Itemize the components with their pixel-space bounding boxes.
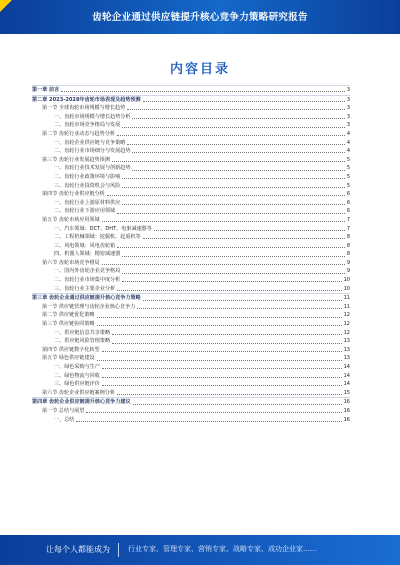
- toc-leader-dots: [143, 300, 342, 301]
- toc-entry[interactable]: [32, 267, 350, 276]
- toc-entry[interactable]: [32, 329, 350, 338]
- toc-page-number: 4: [346, 148, 350, 155]
- toc-leader-dots: [97, 325, 342, 326]
- toc-entry[interactable]: [32, 320, 350, 329]
- toc-page-number: 12: [343, 329, 350, 336]
- toc-leader-dots: [102, 368, 342, 369]
- toc-entry-title: 第五节 齿轮市场应用领域: [42, 216, 100, 223]
- toc-page-number: 13: [343, 355, 350, 362]
- toc-page-number: 4: [346, 130, 350, 137]
- toc-leader-dots: [107, 195, 345, 196]
- toc-entry-title: 第一节 全球齿轮市场规模与增长趋势: [42, 105, 126, 112]
- toc-page-number: 11: [343, 303, 350, 310]
- toc-leader-dots: [102, 385, 342, 386]
- toc-page-number: 10: [343, 285, 350, 292]
- toc-leader-dots: [127, 144, 344, 145]
- toc-leader-dots: [102, 351, 342, 352]
- toc-leader-dots: [127, 109, 345, 110]
- toc-entry[interactable]: [32, 95, 350, 105]
- toc-entry[interactable]: [32, 303, 350, 312]
- toc-entry[interactable]: [32, 225, 350, 234]
- toc-page-number: 5: [346, 173, 350, 180]
- toc-entry-title: 第一章 前言: [32, 87, 60, 93]
- footer-roles: 行业专家、管理专家、营销专家、战略专家、成功企业家……: [128, 545, 317, 553]
- toc-entry-title: 一、齿轮行业上游原材料供应: [54, 199, 121, 206]
- toc-leader-dots: [137, 308, 341, 309]
- toc-leader-dots: [86, 412, 341, 413]
- toc-page-number: 16: [343, 407, 350, 414]
- toc-entry-title: 二、供应链风险管理策略: [54, 338, 111, 345]
- toc-entry[interactable]: [32, 407, 350, 416]
- toc-leader-dots: [61, 91, 345, 92]
- toc-entry[interactable]: [32, 337, 350, 346]
- toc-entry[interactable]: [32, 242, 350, 251]
- toc-entry[interactable]: [32, 199, 350, 208]
- toc-entry[interactable]: [32, 164, 350, 173]
- toc-leader-dots: [97, 317, 342, 318]
- toc-entry[interactable]: [32, 363, 350, 372]
- toc-page-number: 8: [346, 242, 350, 249]
- toc-page-number: 5: [346, 156, 350, 163]
- toc-leader-dots: [117, 394, 342, 395]
- toc-entry-title: 第一节 总结与展望: [42, 407, 85, 414]
- toc-leader-dots: [76, 421, 341, 422]
- toc-entry-title: 三、绿色供应链评价: [54, 381, 100, 388]
- toc-leader-dots: [112, 334, 342, 335]
- toc-page-number: 12: [343, 312, 350, 319]
- toc-entry[interactable]: [32, 416, 350, 425]
- toc-entry[interactable]: [32, 190, 350, 199]
- toc-page-number: 5: [346, 165, 350, 172]
- toc-entry-title: 二、齿轮行业市场细分与发展趋势: [54, 148, 131, 155]
- toc-entry-title: 三、风电领域：风电齿轮箱: [54, 242, 116, 249]
- toc-leader-dots: [122, 178, 345, 179]
- toc-page-number: 4: [346, 139, 350, 146]
- toc-entry[interactable]: [32, 113, 350, 122]
- toc-leader-dots: [133, 404, 342, 405]
- table-of-contents: [32, 85, 350, 424]
- toc-page-number: 14: [343, 364, 350, 370]
- toc-entry-title: 二、齿轮行业市场集中度分析: [54, 277, 121, 284]
- toc-entry-title: 第二节 齿轮行业动态与趋势分析: [42, 130, 115, 137]
- toc-entry-title: 第三节 齿轮行业发展趋势预测: [42, 156, 110, 163]
- toc-entry-title: 四、机器人领域：精密减速器: [54, 251, 121, 258]
- toc-entry-title: 一、国内外齿轮企业竞争格局: [54, 268, 121, 275]
- toc-leader-dots: [122, 273, 345, 274]
- toc-entry-title: 第三节 供应链协同策略: [42, 321, 95, 328]
- toc-page-number: 16: [343, 399, 350, 406]
- toc-page-number: 9: [346, 268, 350, 275]
- toc-leader-dots: [97, 360, 342, 361]
- toc-leader-dots: [117, 213, 345, 214]
- toc-entry-title: 第四节 齿轮行业供应链分析: [42, 191, 105, 198]
- toc-entry[interactable]: [32, 389, 350, 398]
- toc-leader-dots: [122, 187, 345, 188]
- toc-page-number: 8: [346, 251, 350, 258]
- toc-page-number: 7: [346, 225, 350, 232]
- toc-entry[interactable]: [32, 121, 350, 130]
- toc-entry-title: 第六节 齿轮企业供应链案例分析: [42, 389, 115, 396]
- toc-entry[interactable]: [32, 173, 350, 182]
- toc-entry-title: 一、齿轮行业技术发展与创新趋势: [54, 165, 131, 172]
- toc-leader-dots: [112, 343, 342, 344]
- toc-entry-title: 三、齿轮行业主要企业分析: [54, 285, 116, 292]
- toc-entry[interactable]: [32, 104, 350, 113]
- toc-entry-title: 一、齿轮市场规模与增长趋势分析: [54, 113, 131, 120]
- toc-entry[interactable]: [32, 156, 350, 165]
- toc-entry[interactable]: [32, 311, 350, 320]
- toc-page-number: 3: [346, 87, 350, 93]
- toc-entry-title: 第三章 齿轮企业通过供应链提升核心竞争力策略: [32, 295, 141, 302]
- footer-banner: [0, 535, 400, 565]
- toc-page-number: 3: [346, 113, 350, 120]
- toc-entry-title: 二、齿轮行业下游应用领域: [54, 208, 116, 215]
- toc-page-number: 13: [343, 346, 350, 353]
- toc-leader-dots: [117, 247, 345, 248]
- toc-entry[interactable]: [32, 130, 350, 139]
- toc-page-number: 3: [346, 122, 350, 129]
- toc-page-number: 11: [343, 295, 350, 302]
- footer-divider: [118, 543, 119, 557]
- toc-page-number: 3: [346, 96, 350, 103]
- footer-slogan: 让每个人都能成为: [46, 545, 110, 554]
- toc-entry[interactable]: [32, 207, 350, 216]
- toc-entry[interactable]: [32, 85, 350, 95]
- toc-entry-title: 二、齿轮行业政策环境与影响: [54, 173, 121, 180]
- toc-entry-title: 一、供应链信息共享策略: [54, 329, 111, 336]
- toc-entry-title: 一、绿色采购与生产: [54, 364, 100, 370]
- toc-entry-title: 第四章 齿轮企业供应链提升核心竞争力建议: [32, 399, 131, 406]
- toc-entry[interactable]: [32, 354, 350, 363]
- toc-entry-title: 第六节 齿轮市场竞争格局: [42, 259, 100, 266]
- toc-entry-title: 二、齿轮市场竞争格局与发展: [54, 122, 121, 129]
- toc-entry-title: 一、总结: [54, 416, 75, 423]
- toc-entry[interactable]: [32, 139, 350, 148]
- toc-leader-dots: [117, 290, 341, 291]
- report-title: 齿轮企业通过供应链提升核心竞争力策略研究报告: [92, 12, 308, 23]
- toc-entry[interactable]: [32, 346, 350, 355]
- toc-entry[interactable]: [32, 397, 350, 407]
- toc-page-number: 14: [343, 381, 350, 388]
- toc-page-number: 10: [343, 277, 350, 284]
- toc-entry[interactable]: [32, 233, 350, 242]
- toc-entry[interactable]: [32, 182, 350, 191]
- toc-page-number: 6: [346, 199, 350, 206]
- toc-entry[interactable]: [32, 276, 350, 285]
- toc-leader-dots: [132, 118, 344, 119]
- toc-entry-title: 第一节 供应链管理与齿轮企业核心竞争力: [42, 303, 136, 310]
- toc-page-number: 3: [346, 105, 350, 112]
- toc-page-number: 8: [346, 234, 350, 241]
- toc-page-number: 13: [343, 338, 350, 345]
- toc-page-number: 12: [343, 321, 350, 328]
- toc-leader-dots: [132, 152, 344, 153]
- toc-entry[interactable]: [32, 293, 350, 303]
- toc-heading: 内容目录: [169, 62, 230, 77]
- toc-leader-dots: [143, 101, 345, 102]
- toc-entry-title: 二、工程机械领域：挖掘机、起重机等: [54, 234, 141, 241]
- toc-page-number: 15: [343, 389, 350, 396]
- toc-entry-title: 三、齿轮行业投资机会与风险: [54, 182, 121, 189]
- toc-entry[interactable]: [32, 285, 350, 294]
- toc-entry-title: 第五节 绿色供应链建设: [42, 355, 95, 362]
- toc-leader-dots: [112, 161, 345, 162]
- toc-entry[interactable]: [32, 216, 350, 225]
- toc-entry-title: 二、绿色物流与回收: [54, 372, 100, 379]
- toc-page-number: 16: [343, 416, 350, 423]
- toc-entry-title: 第四节 供应链数字化转型: [42, 346, 100, 353]
- toc-leader-dots: [154, 230, 345, 231]
- toc-entry-title: 第二节 供应链优化策略: [42, 312, 95, 319]
- toc-entry[interactable]: [32, 250, 350, 259]
- toc-page-number: 7: [346, 216, 350, 223]
- toc-page-number: 5: [346, 182, 350, 189]
- toc-leader-dots: [122, 256, 345, 257]
- header-banner: [0, 0, 400, 34]
- toc-page-number: 6: [346, 208, 350, 215]
- toc-entry[interactable]: [32, 259, 350, 268]
- toc-entry[interactable]: [32, 380, 350, 389]
- toc-entry-title: 第二章 2023-2028年齿轮市场表现及趋势预测: [32, 96, 141, 103]
- toc-leader-dots: [102, 221, 345, 222]
- toc-page-number: 6: [346, 191, 350, 198]
- toc-leader-dots: [102, 264, 345, 265]
- toc-page-number: 9: [346, 259, 350, 266]
- toc-entry[interactable]: [32, 372, 350, 381]
- toc-leader-dots: [117, 135, 345, 136]
- toc-leader-dots: [132, 170, 344, 171]
- toc-entry-title: 一、齿轮企业供应链与竞争策略: [54, 139, 126, 146]
- toc-leader-dots: [122, 204, 345, 205]
- toc-page-number: 14: [343, 372, 350, 379]
- toc-leader-dots: [143, 238, 345, 239]
- toc-leader-dots: [122, 127, 345, 128]
- toc-entry[interactable]: [32, 147, 350, 156]
- toc-leader-dots: [102, 377, 342, 378]
- toc-leader-dots: [122, 281, 341, 282]
- toc-entry-title: 一、汽车领域：DCT、DHT、电驱减速器等: [54, 225, 152, 232]
